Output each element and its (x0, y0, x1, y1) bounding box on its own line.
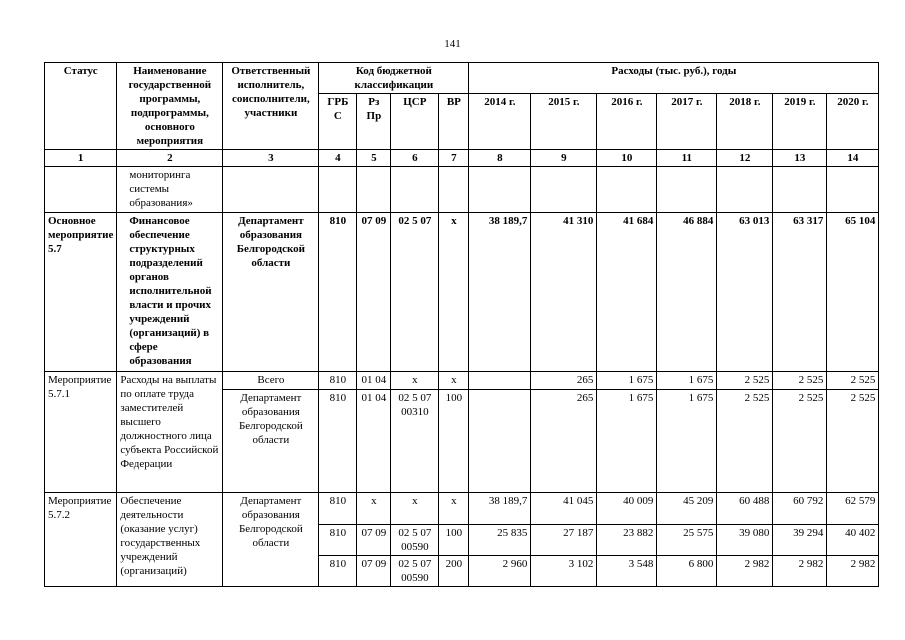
cell-value: 2 982 (827, 556, 879, 587)
cell-value: 23 882 (597, 525, 657, 556)
row-responsible: Департамент образования Белгородской области (223, 213, 319, 372)
row-name: мониторинга системы образования» (117, 167, 223, 213)
cell-value: 1 675 (597, 390, 657, 493)
row-name: Финансовое обеспечение структурных подразделений органов исполнительной власти и прочих учреждений (организаций) в сфере образования (117, 213, 223, 372)
cell-value: 40 009 (597, 493, 657, 525)
table-row (45, 213, 879, 372)
cell-value: 39 294 (773, 525, 827, 556)
cell-value: 1 675 (597, 372, 657, 390)
cell-csr: х (391, 493, 439, 525)
header-rzpr: Рз Пр (357, 94, 391, 150)
cell-value: 38 189,7 (469, 213, 531, 372)
table-row (45, 493, 879, 525)
cell-value: 2 525 (827, 390, 879, 493)
cell-value: 63 317 (773, 213, 827, 372)
cell-grbs: 810 (319, 556, 357, 587)
cell-grbs: 810 (319, 213, 357, 372)
row-name: Расходы на выплаты по оплате труда заместителей высшего должностного лица субъекта Российской Федерации (117, 372, 223, 493)
cell-value: 25 835 (469, 525, 531, 556)
cell-value: 2 982 (717, 556, 773, 587)
cell-value: 62 579 (827, 493, 879, 525)
cell-value: 45 209 (657, 493, 717, 525)
col-number: 2 (117, 150, 223, 167)
header-year: 2014 г. (469, 94, 531, 150)
col-number: 6 (391, 150, 439, 167)
header-year: 2020 г. (827, 94, 879, 150)
row-status: Мероприятие 5.7.2 (45, 493, 117, 587)
col-number: 4 (319, 150, 357, 167)
col-number: 8 (469, 150, 531, 167)
cell-rzpr: 01 04 (357, 390, 391, 493)
cell-csr: 02 5 07 00310 (391, 390, 439, 493)
cell-value: 41 310 (531, 213, 597, 372)
row-status: Мероприятие 5.7.1 (45, 372, 117, 493)
cell-rzpr: 07 09 (357, 556, 391, 587)
cell-value: 27 187 (531, 525, 597, 556)
col-number: 12 (717, 150, 773, 167)
header-responsible: Ответственный исполнитель, соисполнители, участники (223, 63, 319, 150)
col-number: 5 (357, 150, 391, 167)
cell-value: 265 (531, 372, 597, 390)
cell-grbs: 810 (319, 390, 357, 493)
header-vr: ВР (439, 94, 469, 150)
budget-table (44, 62, 879, 587)
cell-value: 46 884 (657, 213, 717, 372)
row-responsible: Департамент образования Белгородской области (223, 390, 319, 493)
cell-value: 2 960 (469, 556, 531, 587)
header-year: 2018 г. (717, 94, 773, 150)
row-responsible: Департамент образования Белгородской области (223, 493, 319, 587)
cell-value: 38 189,7 (469, 493, 531, 525)
cell-value: 265 (531, 390, 597, 493)
header-budget-code: Код бюджетной классификации (319, 63, 469, 94)
cell-value: 6 800 (657, 556, 717, 587)
cell-grbs: 810 (319, 372, 357, 390)
cell-value: 40 402 (827, 525, 879, 556)
table-row (45, 372, 879, 390)
cell-rzpr: 01 04 (357, 372, 391, 390)
cell-value: 25 575 (657, 525, 717, 556)
cell-grbs: 810 (319, 525, 357, 556)
col-number: 10 (597, 150, 657, 167)
page-number: 141 (444, 38, 461, 50)
cell-value: 41 045 (531, 493, 597, 525)
col-number: 3 (223, 150, 319, 167)
cell-vr: х (439, 493, 469, 525)
cell-value: 2 525 (773, 372, 827, 390)
cell-vr: 200 (439, 556, 469, 587)
cell-value: 65 104 (827, 213, 879, 372)
cell-csr: 02 5 07 (391, 213, 439, 372)
cell-csr: х (391, 372, 439, 390)
header-csr: ЦСР (391, 94, 439, 150)
row-responsible: Всего (223, 372, 319, 390)
cell-value: 60 488 (717, 493, 773, 525)
cell-value: 2 525 (827, 372, 879, 390)
col-number: 13 (773, 150, 827, 167)
cell-value: 1 675 (657, 390, 717, 493)
header-grbs: ГРБ С (319, 94, 357, 150)
header-status: Статус (45, 63, 117, 150)
col-number: 11 (657, 150, 717, 167)
cell-value: 63 013 (717, 213, 773, 372)
col-number: 9 (531, 150, 597, 167)
cell-value: 41 684 (597, 213, 657, 372)
header-name: Наименование государственной программы, подпрограммы, основного мероприятия (117, 63, 223, 150)
cell-value: 3 548 (597, 556, 657, 587)
cell-vr: 100 (439, 390, 469, 493)
col-number: 1 (45, 150, 117, 167)
col-number: 14 (827, 150, 879, 167)
cell-csr: 02 5 07 00590 (391, 556, 439, 587)
header-year: 2016 г. (597, 94, 657, 150)
cell-value: 2 525 (717, 390, 773, 493)
cell-value: 1 675 (657, 372, 717, 390)
cell-value: 2 982 (773, 556, 827, 587)
cell-value: 60 792 (773, 493, 827, 525)
cell-grbs: 810 (319, 493, 357, 525)
cell-vr: 100 (439, 525, 469, 556)
cell-vr: х (439, 372, 469, 390)
header-year: 2015 г. (531, 94, 597, 150)
cell-rzpr: 07 09 (357, 213, 391, 372)
cell-value (469, 372, 531, 390)
header-year: 2019 г. (773, 94, 827, 150)
cell-rzpr: х (357, 493, 391, 525)
cell-rzpr: 07 09 (357, 525, 391, 556)
row-name: Обеспечение деятельности (оказание услуг) государственных учреждений (организаций) (117, 493, 223, 587)
cell-value: 2 525 (773, 390, 827, 493)
cell-value (469, 390, 531, 493)
col-number: 7 (439, 150, 469, 167)
table-row (45, 167, 879, 213)
cell-value: 2 525 (717, 372, 773, 390)
cell-value: 3 102 (531, 556, 597, 587)
cell-value: 39 080 (717, 525, 773, 556)
header-expenses: Расходы (тыс. руб.), годы (469, 63, 879, 94)
header-year: 2017 г. (657, 94, 717, 150)
cell-vr: х (439, 213, 469, 372)
row-status: Основное мероприятие 5.7 (45, 213, 117, 372)
cell-csr: 02 5 07 00590 (391, 525, 439, 556)
